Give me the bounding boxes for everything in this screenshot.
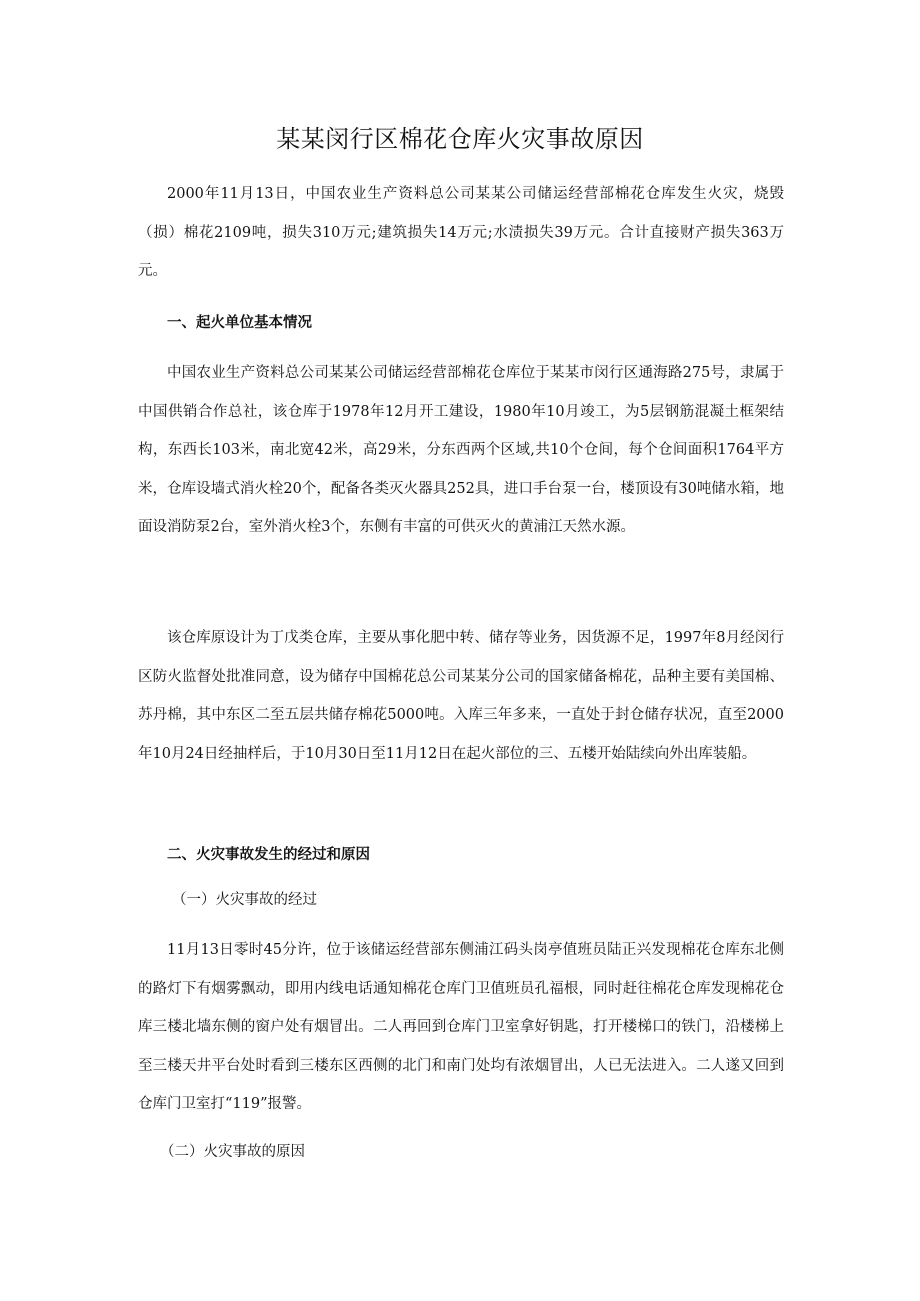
subsection-heading-2: （二）火灾事故的原因 bbox=[160, 1144, 305, 1160]
subsection-heading-1: （一）火灾事故的经过 bbox=[172, 892, 317, 908]
section2-paragraph-1: 11月13日零时45分许，位于该储运经营部东侧浦江码头岗亭值班员陆正兴发现棉花仓库东北侧的路灯下有烟雾飘动，即用内线电话通知棉花仓库门卫值班员孔福根，同时赶往棉花仓库发现棉花仓库三楼北墙东侧的窗户处有烟冒出。二人再回到仓库门卫室拿好钥匙，打开楼梯口的铁门，沿楼梯上至三楼天井平台处时看到三楼东区西侧的北门和南门处均有浓烟冒出，人已无法进入。二人遂又回到仓库门卫室打“119”报警。 bbox=[138, 942, 784, 1113]
section1-paragraph-1: 中国农业生产资料总公司某某公司储运经营部棉花仓库位于某某市闵行区通海路275号，隶属于中国供销合作总社，该仓库于1978年12月开工建设，1980年10月竣工，为5层钢筋混凝土框架结构，东西长103米，南北宽42米，高29米，分东西两个区域,共10个仓间，每个仓间面积1764平方米，仓库设墙式消火栓20个，配备各类灭火器具252具，进口手台泵一台，楼顶设有30吨储水箱，地面设消防泵2台，室外消火栓3个，东侧有丰富的可供灭火的黄浦江天然水源。 bbox=[138, 365, 784, 536]
section-heading-2: 二、火灾事故发生的经过和原因 bbox=[167, 847, 370, 863]
section-heading-1: 一、起火单位基本情况 bbox=[167, 315, 312, 331]
document-title: 某某闵行区棉花仓库火灾事故原因 bbox=[276, 125, 644, 153]
section1-paragraph-2: 该仓库原设计为丁戊类仓库，主要从事化肥中转、储存等业务，因货源不足，1997年8月经闵行区防火监督处批准同意，设为储存中国棉花总公司某某分公司的国家储备棉花，品种主要有美国棉、苏丹棉，其中东区二至五层共储存棉花5000吨。入库三年多来，一直处于封仓储存状况，直至2000年10月24日经抽样后，于10月30日至11月12日在起火部位的三、五楼开始陆续向外出库装船。 bbox=[138, 630, 784, 762]
intro-paragraph: 2000年11月13日，中国农业生产资料总公司某某公司储运经营部棉花仓库发生火灾，烧毁（损）棉花2109吨，损失310万元;建筑损失14万元;水渍损失39万元。合计直接财产损失363万元。 bbox=[138, 186, 784, 280]
